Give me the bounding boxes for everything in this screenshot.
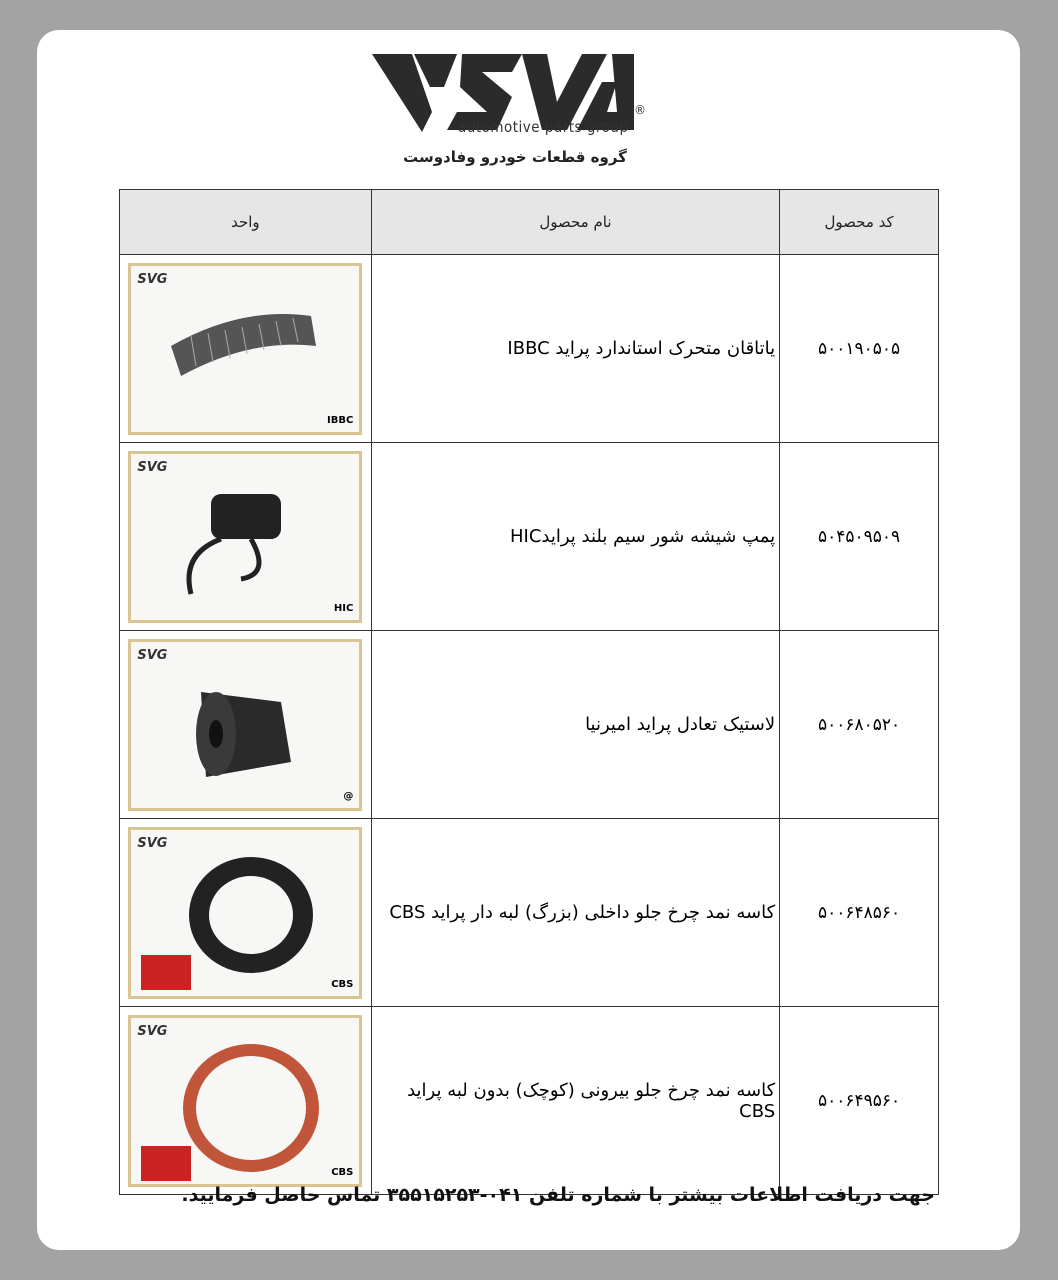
product-code: ۵۰۰۶۴۹۵۶۰: [780, 1007, 939, 1195]
product-name: کاسه نمد چرخ جلو بیرونی (کوچک) بدون لبه پراید CBS: [371, 1007, 779, 1195]
svg-mini-logo: SVG: [137, 835, 168, 851]
bearing-image: [131, 266, 359, 432]
svg-mini-logo: SVG: [137, 459, 168, 475]
logo-subtitle: automotive parts group: [458, 118, 629, 136]
pump-image: [131, 454, 359, 620]
product-name: پمپ شیشه شور سیم بلند پرایدHIC: [371, 443, 779, 631]
seal-red-image: [131, 1018, 359, 1184]
col-name: نام محصول: [371, 190, 779, 255]
seal-black-image: [131, 830, 359, 996]
product-code: ۵۰۴۵۰۹۵۰۹: [780, 443, 939, 631]
product-image: [128, 639, 362, 811]
product-image: [128, 263, 362, 435]
product-code: ۵۰۰۱۹۰۵۰۵: [780, 255, 939, 443]
company-name: گروه قطعات خودرو وفادوست: [403, 148, 627, 166]
svg-mini-logo: SVG: [137, 647, 168, 663]
product-image: [128, 451, 362, 623]
col-code: کد محصول: [780, 190, 939, 255]
product-code: ۵۰۰۶۸۰۵۲۰: [780, 631, 939, 819]
product-code: ۵۰۰۶۴۸۵۶۰: [780, 819, 939, 1007]
brand-badge: HIC: [333, 602, 354, 614]
contact-footer: جهت دریافت اطلاعات بیشتر با شماره تلفن ۰۴۱-۳۵۵۱۵۲۵۳ تماس حاصل فرمایید.: [181, 1184, 935, 1206]
svg-text:®: ®: [634, 103, 646, 117]
brand-badge: IBBC: [327, 414, 354, 426]
product-name: لاستیک تعادل پراید امیرنیا: [371, 631, 779, 819]
table-row: [120, 255, 939, 443]
bushing-image: [131, 642, 359, 808]
table-row: [120, 631, 939, 819]
product-name: کاسه نمد چرخ جلو داخلی (بزرگ) لبه دار پراید CBS: [371, 819, 779, 1007]
product-image: [128, 1015, 362, 1187]
table-row: [120, 443, 939, 631]
table-row: [120, 819, 939, 1007]
brand-badge: @: [343, 790, 354, 802]
products-table: [119, 189, 939, 1195]
product-image: [128, 827, 362, 999]
svg-mini-logo: SVG: [137, 271, 168, 287]
table-row: [120, 1007, 939, 1195]
col-unit: واحد: [120, 190, 372, 255]
svg-mini-logo: SVG: [137, 1023, 168, 1039]
product-name: یاتاقان متحرک استاندارد پراید IBBC: [371, 255, 779, 443]
brand-badge: CBS: [331, 1166, 354, 1178]
brand-badge: CBS: [331, 978, 354, 990]
